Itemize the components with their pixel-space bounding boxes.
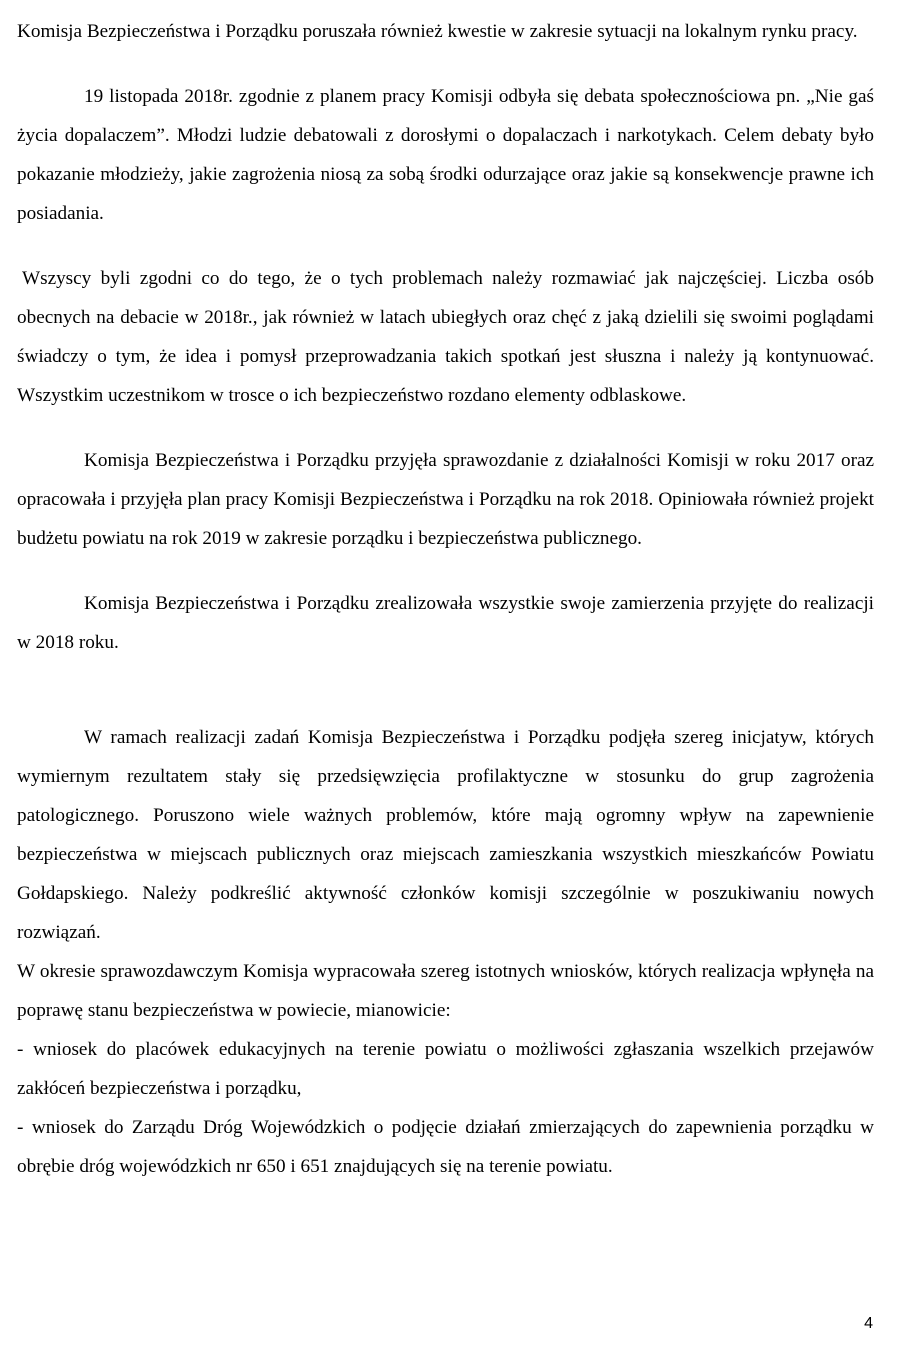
paragraph-initiatives: W ramach realizacji zadań Komisja Bezpieczeństwa i Porządku podjęła szereg inicjatyw, których wymiernym rezultatem stały się przedsięwzięcia profilaktyczne w stosunku do grup zagrożenia patologicznego. Poruszono wiele ważnych problemów, które mają ogromny wpływ na zapewnienie bezpieczeństwa w miejscach publicznych oraz miejscach zamieszkania wszystkich mieszkańców Powiatu Gołdapskiego. Należy podkreślić aktywność członków komisji szczególnie w poszukiwaniu nowych rozwiązań.	[17, 727, 874, 943]
page-number: 4	[864, 1315, 873, 1332]
paragraph-labor-market: Komisja Bezpieczeństwa i Porządku poruszała również kwestie w zakresie sytuacji na lokalnym rynku pracy.	[17, 21, 858, 42]
paragraph-goals: Komisja Bezpieczeństwa i Porządku zrealizowała wszystkie swoje zamierzenia przyjęte do realizacji w 2018 roku.	[17, 593, 874, 653]
list-item-roads: - wniosek do Zarządu Dróg Wojewódzkich o podjęcie działań zmierzających do zapewnienia porządku w obrębie dróg wojewódzkich nr 650 i 651 znajdujących się na terenie powiatu.	[17, 1117, 874, 1177]
paragraph-report: Komisja Bezpieczeństwa i Porządku przyjęła sprawozdanie z działalności Komisji w roku 2017 oraz opracowała i przyjęła plan pracy Komisji Bezpieczeństwa i Porządku na rok 2018. Opiniowała również projekt budżetu powiatu na rok 2019 w zakresie porządku i bezpieczeństwa publicznego.	[17, 450, 874, 549]
list-item-education: - wniosek do placówek edukacyjnych na terenie powiatu o możliwości zgłaszania wszelkich przejawów zakłóceń bezpieczeństwa i porządku,	[17, 1039, 874, 1099]
paragraph-conclusions: W okresie sprawozdawczym Komisja wypracowała szereg istotnych wniosków, których realizacja wpłynęła na poprawę stanu bezpieczeństwa w powiecie, mianowicie:	[17, 961, 874, 1021]
document-page	[17, 12, 874, 1186]
paragraph-debate-summary: Wszyscy byli zgodni co do tego, że o tych problemach należy rozmawiać jak najczęściej. Liczba osób obecnych na debacie w 2018r., jak również w latach ubiegłych oraz chęć z jaką dzielili się swoimi poglądami świadczy o tym, że idea i pomysł przeprowadzania takich spotkań jest słuszna i należy ją kontynuować. Wszystkim uczestnikom w trosce o ich bezpieczeństwo rozdano elementy odblaskowe.	[17, 268, 874, 406]
paragraph-debate: 19 listopada 2018r. zgodnie z planem pracy Komisji odbyła się debata społecznościowa pn. „Nie gaś życia dopalaczem”. Młodzi ludzie debatowali z dorosłymi o dopalaczach i narkotykach. Celem debaty było pokazanie młodzieży, jakie zagrożenia niosą za sobą środki odurzające oraz jakie są konsekwencje prawne ich posiadania.	[17, 86, 874, 224]
